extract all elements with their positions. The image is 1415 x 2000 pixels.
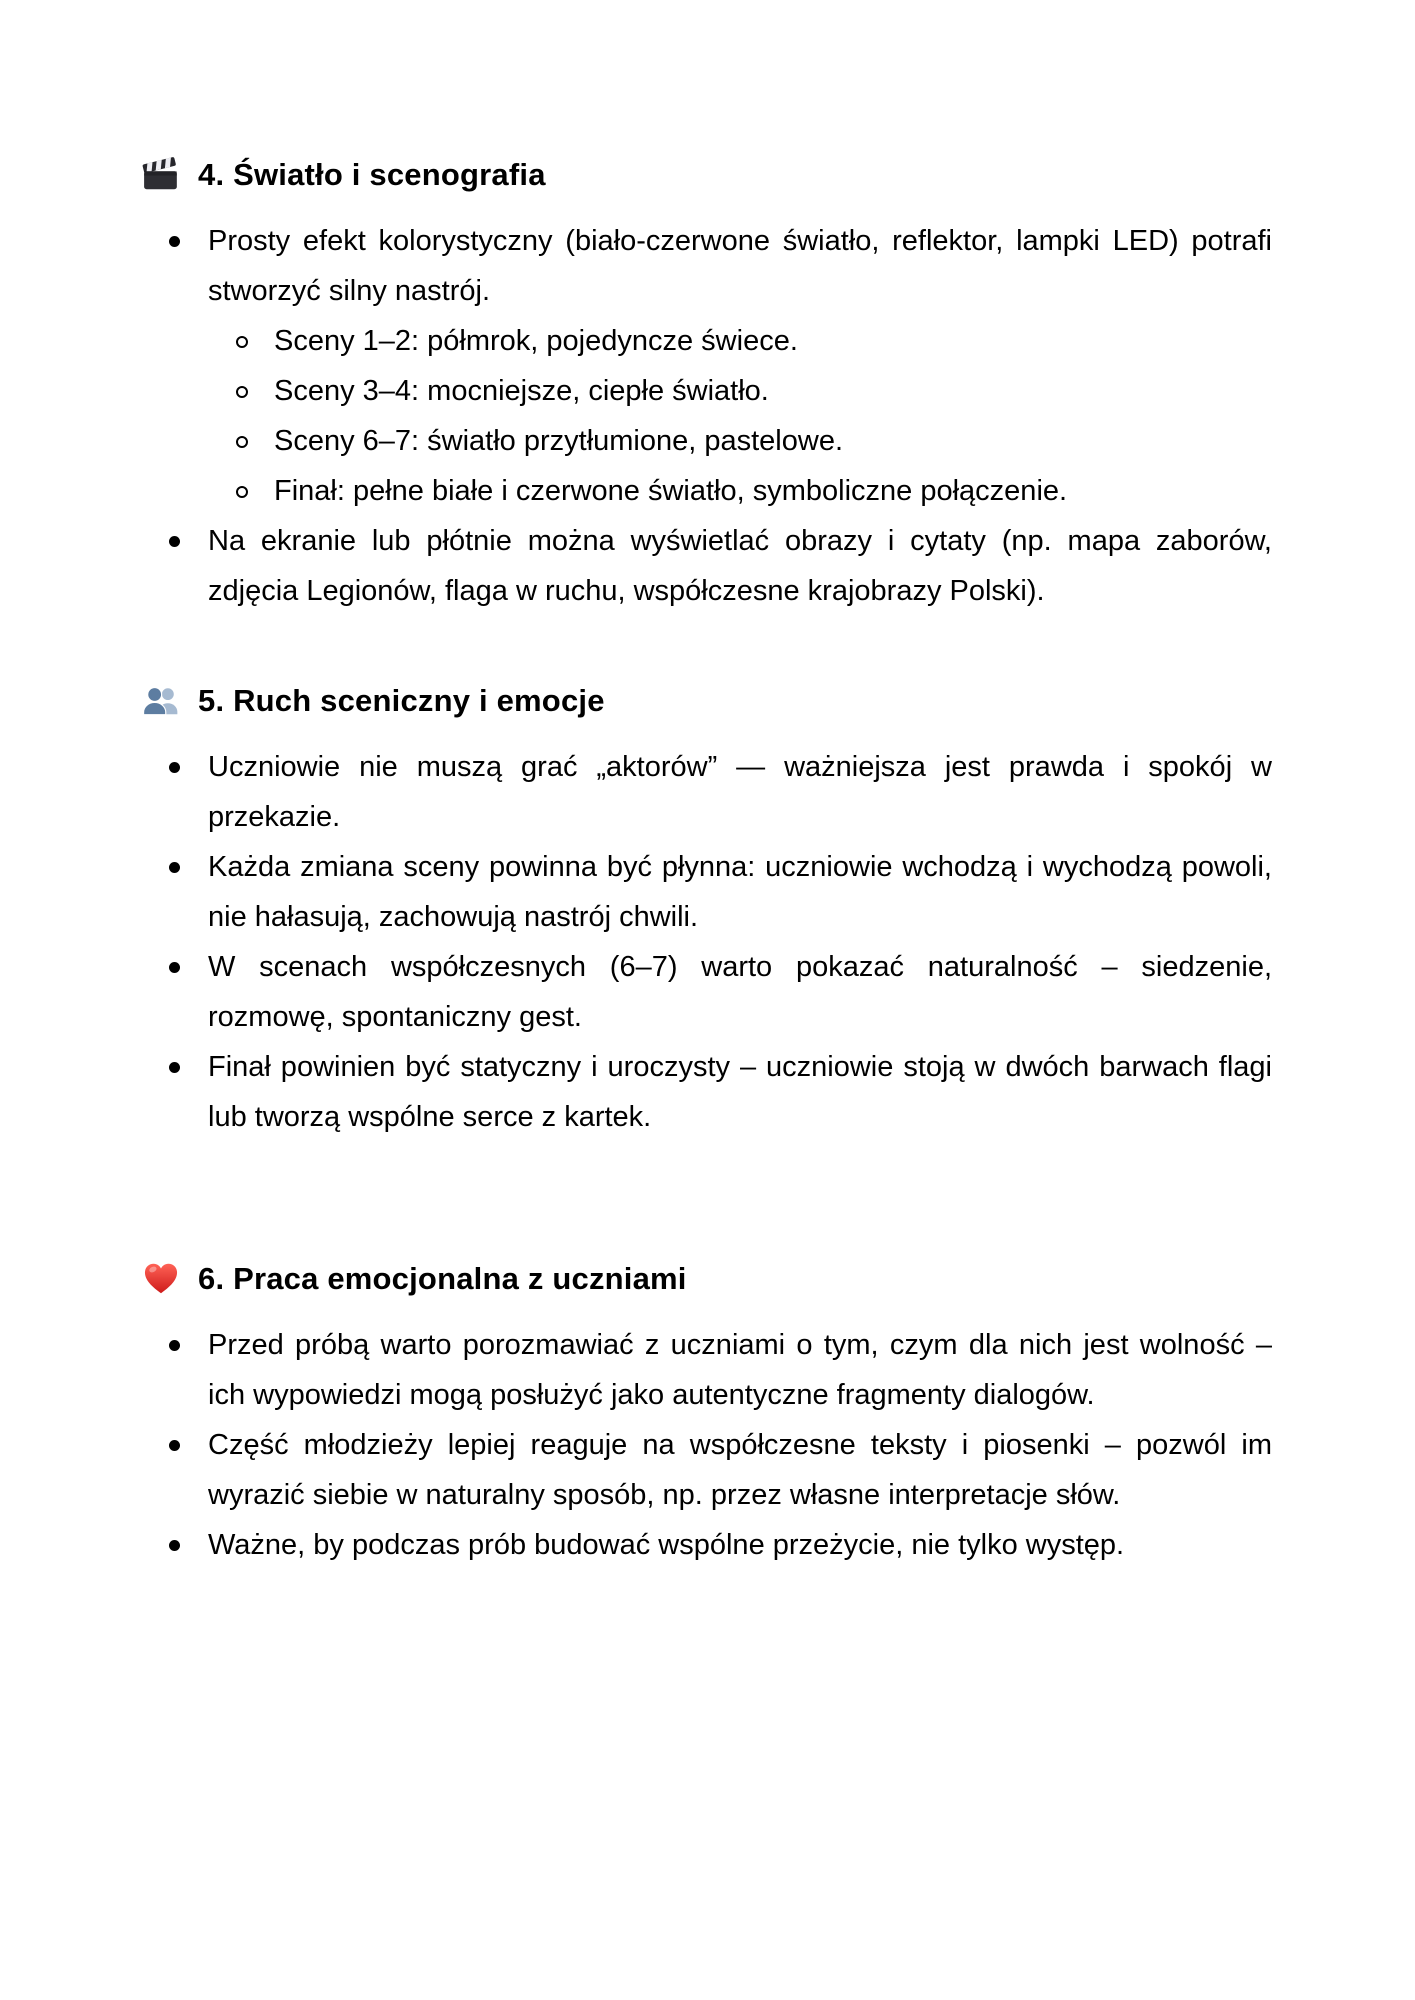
bullet-text: Uczniowie nie muszą grać „aktorów” — ważniejsza jest prawda i spokój w przekazie. bbox=[208, 751, 1272, 833]
section-title: 4. Światło i scenografia bbox=[198, 157, 546, 192]
bullet-text: Finał powinien być statyczny i uroczysty – uczniowie stoją w dwóch barwach flagi lub tworzą wspólne serce z kartek. bbox=[208, 1051, 1272, 1133]
bullet-list bbox=[142, 742, 1272, 1142]
bullet-item bbox=[208, 1420, 1272, 1520]
bullet-item bbox=[208, 1520, 1272, 1570]
clapper-board-icon bbox=[142, 156, 180, 194]
sub-bullet-item bbox=[274, 366, 1272, 416]
section-light-scenography bbox=[142, 150, 1272, 616]
bullet-text: Przed próbą warto porozmawiać z uczniami o tym, czym dla nich jest wolność – ich wypowiedzi mogą posłużyć jako autentyczne fragmenty dialogów. bbox=[208, 1329, 1272, 1411]
sub-bullet-text: Sceny 1–2: półmrok, pojedyncze świece. bbox=[274, 325, 798, 357]
bullet-item bbox=[208, 842, 1272, 942]
section-heading bbox=[142, 1254, 1272, 1304]
bullet-item bbox=[208, 1042, 1272, 1142]
bullet-text: Każda zmiana sceny powinna być płynna: uczniowie wchodzą i wychodzą powoli, nie hałasują, zachowują nastrój chwili. bbox=[208, 851, 1272, 933]
bullet-item bbox=[208, 942, 1272, 1042]
section-title: 5. Ruch sceniczny i emocje bbox=[198, 683, 605, 718]
bullet-text: Ważne, by podczas prób budować wspólne przeżycie, nie tylko występ. bbox=[208, 1529, 1125, 1561]
bullet-text: Prosty efekt kolorystyczny (biało-czerwone światło, reflektor, lampki LED) potrafi stworzyć silny nastrój. bbox=[208, 225, 1272, 307]
sub-bullet-text: Finał: pełne białe i czerwone światło, symboliczne połączenie. bbox=[274, 475, 1068, 507]
sub-bullet-list bbox=[274, 316, 1272, 516]
section-heading bbox=[142, 150, 1272, 200]
sub-bullet-item bbox=[274, 316, 1272, 366]
bullet-item bbox=[208, 216, 1272, 516]
section-emotional-work bbox=[142, 1254, 1272, 1570]
sub-bullet-item bbox=[274, 416, 1272, 466]
bullet-text: Na ekranie lub płótnie można wyświetlać obrazy i cytaty (np. mapa zaborów, zdjęcia Legionów, flaga w ruchu, współczesne krajobrazy Polski). bbox=[208, 525, 1272, 607]
bullet-item bbox=[208, 742, 1272, 842]
sub-bullet-text: Sceny 3–4: mocniejsze, ciepłe światło. bbox=[274, 375, 769, 407]
bullet-item bbox=[208, 1320, 1272, 1420]
sub-bullet-item bbox=[274, 466, 1272, 516]
section-stage-movement bbox=[142, 676, 1272, 1142]
bullet-item bbox=[208, 516, 1272, 616]
section-heading bbox=[142, 676, 1272, 726]
bullet-list bbox=[142, 1320, 1272, 1570]
sub-bullet-text: Sceny 6–7: światło przytłumione, pastelowe. bbox=[274, 425, 844, 457]
bullet-list bbox=[142, 216, 1272, 616]
bullet-text: Część młodzieży lepiej reaguje na współczesne teksty i piosenki – pozwól im wyrazić siebie w naturalny sposób, np. przez własne interpretacje słów. bbox=[208, 1429, 1272, 1511]
document-page bbox=[142, 150, 1272, 1570]
bullet-text: W scenach współczesnych (6–7) warto pokazać naturalność – siedzenie, rozmowę, spontaniczny gest. bbox=[208, 951, 1272, 1033]
red-heart-icon bbox=[142, 1260, 180, 1298]
busts-in-silhouette-icon bbox=[142, 682, 180, 720]
section-title: 6. Praca emocjonalna z uczniami bbox=[198, 1261, 687, 1296]
